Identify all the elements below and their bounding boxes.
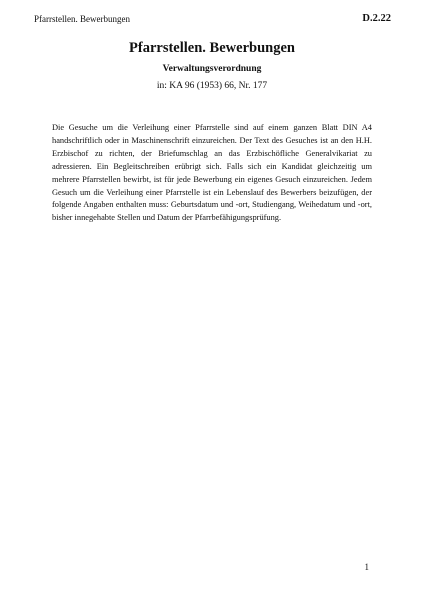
running-head: Pfarrstellen. Bewerbungen	[34, 14, 130, 24]
body-paragraph: Die Gesuche um die Verleihung einer Pfarrstelle sind auf einem ganzen Blatt DIN A4 handschriftlich oder in Maschinenschrift einzureichen. Der Text des Gesuches ist an den H.H. Erzbischof zu richten, der Briefumschlag an das Erzbischöfliche Generalvikariat zu adressieren. Ein Begleitschreiben erübrigt sich. Falls sich ein Kandidat gleichzeitig um mehrere Pfarrstellen bewirbt, ist für jede Bewerbung ein eigenes Gesuch einzureichen. Jedem Gesuch um die Verleihung einer Pfarrstelle ist ein Lebenslauf des Bewerbers beizufügen, der folgende Angaben enthalten muss: Geburtsdatum und -ort, Studiengang, Weihedatum und -ort, bisher innegehabte Stellen und Datum der Pfarrbefähigungsprüfung.	[52, 123, 372, 223]
document-code: D.2.22	[362, 13, 391, 24]
document-title: Pfarrstellen. Bewerbungen	[129, 40, 295, 56]
document-subtitle: Verwaltungsverordnung	[162, 64, 262, 74]
document-source: in: KA 96 (1953) 66, Nr. 177	[156, 81, 268, 91]
page-number: 1	[364, 562, 369, 572]
